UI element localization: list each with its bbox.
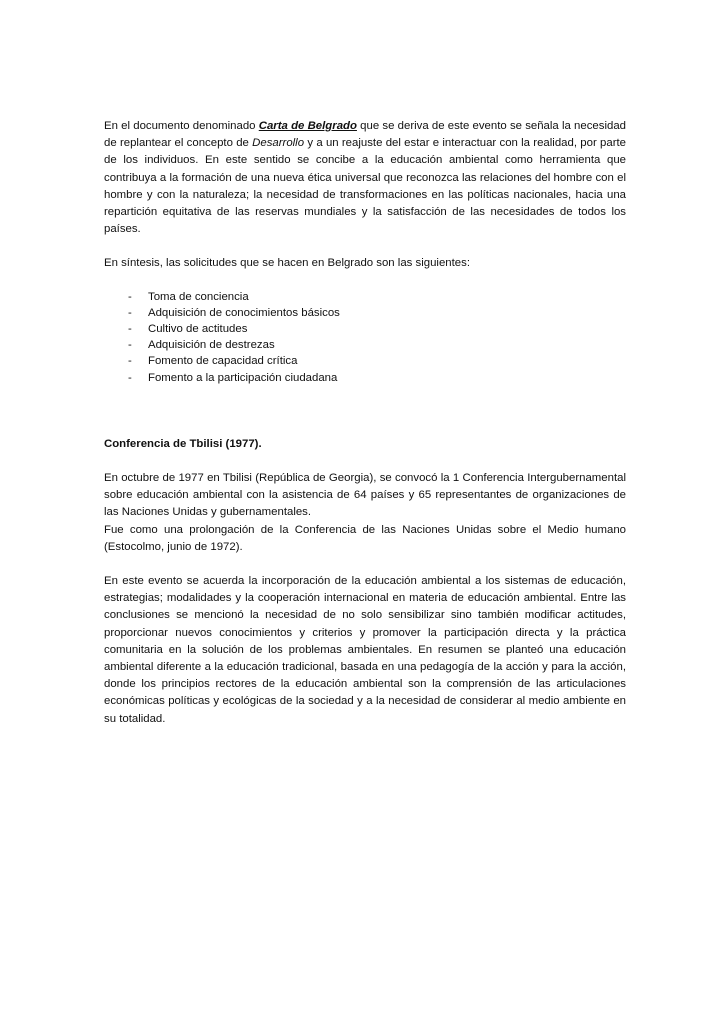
list-item bbox=[104, 370, 626, 386]
paragraph-rest: y a un reajuste del estar e interactuar con la realidad, por parte de los individuos. En este sentido se concibe a la educación ambiental como herramienta que contribuya a la formación de una nueva ética universal que reconozca las relaciones del hombre con el hombre y con la naturaleza; la necesidad de transformaciones en las políticas nacionales, hacia una repartición equitativa de las reservas mundiales y la satisfacción de las necesidades de todos los países. bbox=[104, 137, 626, 236]
list-item-text: Cultivo de actitudes bbox=[148, 323, 248, 335]
paragraph-tbilisi-intro: En octubre de 1977 en Tbilisi (República de Georgia), se convocó la 1 Conferencia Intergubernamental sobre educación ambiental con la asistencia de 64 países y 65 representantes de organizaciones de las Naciones Unidas y gubernamentales. bbox=[104, 471, 626, 519]
paragraph-tbilisi-conclusiones: En este evento se acuerda la incorporación de la educación ambiental a los sistemas de educación, estrategias; modalidades y la cooperación internacional en materia de educación ambiental. Entre las conclusiones se mencionó la necesidad de no solo sensibilizar sino también modificar actitudes, proporcionar nuevos conocimientos y criterios y promover la participación directa y la práctica comunitaria en la solución de los problemas ambientales. En resumen se planteó una educación ambiental diferente a la educación tradicional, basada en una pedagogía de la acción y para la acción, donde los principios rectores de la educación ambiental son la comprensión de las articulaciones económicas políticas y ecológicas de la sociedad y a la necesidad de considerar al medio ambiente en su totalidad. bbox=[104, 574, 626, 725]
spacer bbox=[104, 238, 626, 255]
paragraph-sintesis: En síntesis, las solicitudes que se hacen en Belgrado son las siguientes: bbox=[104, 257, 470, 270]
list-item-text: Adquisición de destrezas bbox=[148, 339, 275, 352]
spacer bbox=[104, 556, 626, 573]
list-item-text: Adquisición de conocimientos básicos bbox=[148, 306, 340, 319]
spacer bbox=[104, 453, 626, 470]
list-item bbox=[104, 289, 626, 305]
spacer bbox=[104, 273, 626, 289]
list-item bbox=[104, 353, 626, 369]
dash-bullet: - bbox=[128, 306, 132, 319]
list-item-text: Toma de conciencia bbox=[148, 290, 249, 303]
list-item-text: Fomento de capacidad crítica bbox=[148, 355, 298, 368]
dash-bullet: - bbox=[128, 290, 132, 303]
paragraph-belgrado bbox=[104, 118, 626, 238]
paragraph-intro: En el documento denominado bbox=[104, 120, 259, 132]
page-content bbox=[104, 118, 626, 728]
list-item-text: Fomento a la participación ciudadana bbox=[148, 371, 338, 384]
solicitudes-list bbox=[104, 289, 626, 386]
paragraph-tbilisi-estocolmo: Fue como una prolongación de la Conferencia de las Naciones Unidas sobre el Medio humano (Estocolmo, junio de 1972). bbox=[104, 523, 626, 553]
dash-bullet: - bbox=[128, 355, 132, 368]
list-item bbox=[104, 305, 626, 321]
dash-bullet: - bbox=[128, 371, 132, 384]
dash-bullet: - bbox=[128, 323, 132, 335]
paragraph-middle: que se deriva de este evento se señala la necesidad de replantear el concepto de bbox=[104, 120, 626, 150]
carta-de-belgrado-title: Carta de Belgrado bbox=[258, 120, 357, 132]
spacer bbox=[104, 386, 626, 436]
list-item bbox=[104, 337, 626, 353]
section-heading-tbilisi: Conferencia de Tbilisi (1977). bbox=[104, 437, 262, 450]
dash-bullet: - bbox=[128, 339, 132, 352]
list-item bbox=[104, 321, 626, 337]
desarrollo-term: Desarrollo bbox=[252, 137, 305, 150]
